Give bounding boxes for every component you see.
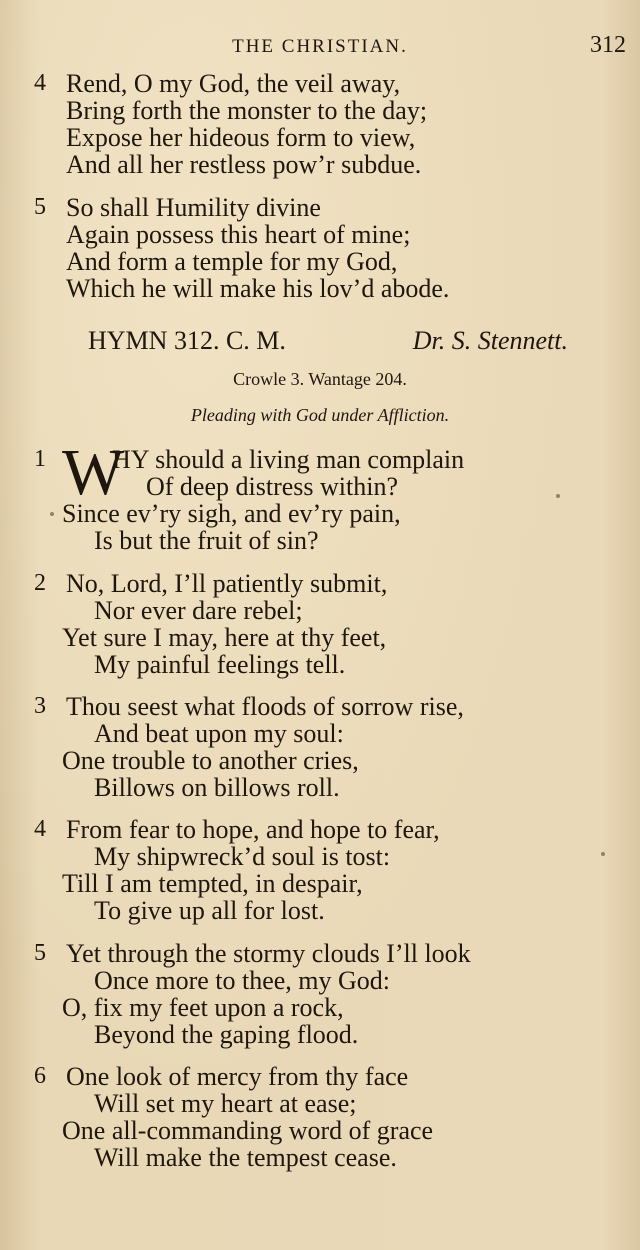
verse-line: Yet sure I may, here at thy feet, [62,623,387,652]
verse-line: And beat upon my soul: [94,719,344,748]
verse-number: 5 [34,194,46,220]
verse-line: Till I am tempted, in despair, [62,869,363,898]
hymn-author: Dr. S. Stennett. [412,326,568,355]
verse-line: Will set my heart at ease; [94,1089,357,1118]
hymn-subject: Pleading with God under Affliction. [190,405,450,425]
verse-line: Which he will make his lov’d abode. [66,274,450,303]
verse-line: Billows on billows roll. [94,773,340,802]
verse-line: Nor ever dare rebel; [94,596,303,625]
paper-speck [601,852,605,856]
verse-number: 3 [34,693,46,719]
drop-cap: W [62,436,125,509]
verse-line: Rend, O my God, the veil away, [66,69,401,98]
verse-line: Bring forth the monster to the day; [66,96,428,125]
verse-line: O, fix my feet upon a rock, [62,993,344,1022]
verse-line: To give up all for lost. [94,896,325,925]
verse-line: One all-commanding word of grace [62,1116,434,1145]
verse-number: 5 [34,940,46,966]
verse-line: Of deep distress within? [146,472,399,501]
verse-number: 2 [34,570,46,596]
verse-line: And form a temple for my God, [66,247,398,276]
verse-number: 4 [34,70,46,96]
verse-line: No, Lord, I’ll patiently submit, [66,569,388,598]
verse-line: Thou seest what floods of sorrow rise, [66,692,464,721]
verse-line: Is but the fruit of sin? [94,526,319,555]
verse-line: Since ev’ry sigh, and ev’ry pain, [62,499,401,528]
hymn-title: HYMN 312. C. M. [88,326,286,355]
verse-line: Yet through the stormy clouds I’ll look [66,939,471,968]
verse-line: And all her restless pow’r subdue. [66,150,422,179]
verse-line: One look of mercy from thy face [66,1062,409,1091]
verse-line: HY should a living man complain [112,445,465,474]
verse-line: From fear to hope, and hope to fear, [66,815,440,844]
verse-line: Once more to thee, my God: [94,966,391,995]
verse-number: 6 [34,1063,46,1089]
verse-number: 4 [34,816,46,842]
verse-line: Expose her hideous form to view, [66,123,416,152]
page-number: 312 [590,32,626,58]
verse-line: My painful feelings tell. [94,650,346,679]
verse-line: Will make the tempest cease. [94,1143,397,1172]
paper-speck [556,494,560,498]
verse-number: 1 [34,446,46,472]
verse-line: One trouble to another cries, [62,746,359,775]
verse-line: My shipwreck’d soul is tost: [94,842,391,871]
tune-references: Crowle 3. Wantage 204. [233,369,407,389]
paper-speck [50,512,54,516]
running-head: THE CHRISTIAN. [232,36,408,57]
verse-line: Beyond the gaping flood. [94,1020,359,1049]
verse-line: Again possess this heart of mine; [66,220,411,249]
verse-line: So shall Humility divine [66,193,321,222]
